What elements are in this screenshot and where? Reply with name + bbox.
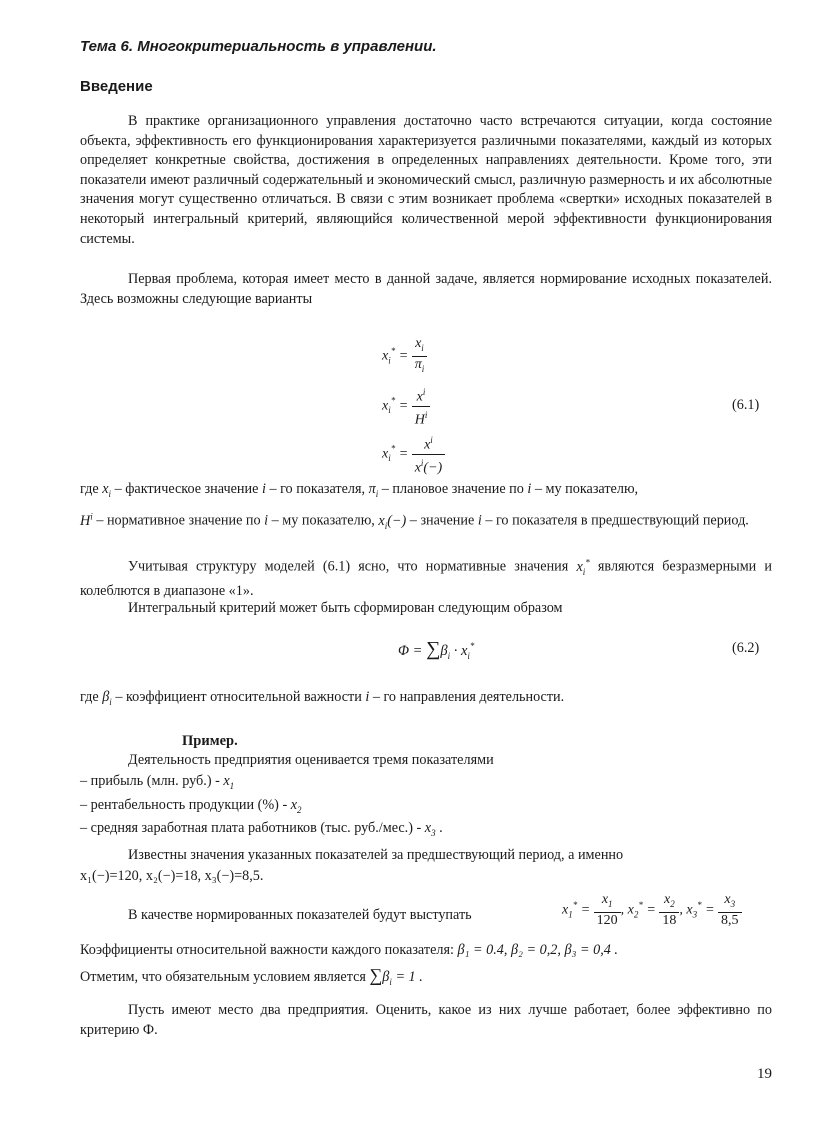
indicator-label: – рентабельность продукции (%) - — [80, 797, 291, 813]
section-heading: Введение — [80, 78, 153, 95]
legend-text: – го показателя в предшествующий период. — [481, 512, 749, 529]
legend-text: где — [80, 689, 103, 705]
coef-label: Коэффициенты относительной важности каждого показателя: — [80, 942, 454, 958]
legend-text: – фактическое значение — [111, 481, 262, 497]
integral-criterion-line: Интегральный критерий может быть сформирован следующим образом — [128, 600, 563, 616]
legend-text: – му показателю, — [531, 481, 639, 497]
indicator-label: – средняя заработная плата работников (тыс. руб./мес.) - — [80, 820, 425, 836]
condition-line: Отметим, что обязательным условием является $\sum\beta_i = 1$ . — [80, 965, 423, 987]
paragraph-text: Учитывая структуру моделей (6.1) ясно, что нормативные значения — [128, 558, 577, 575]
indicator-label: – прибыль (млн. руб.) - — [80, 773, 224, 789]
normalized-text: В качестве нормированных показателей будут выступать — [128, 907, 472, 923]
known-values: x₁(−)=120, x₂(−)=18, x₃(−)=8,5. — [80, 868, 264, 884]
intro-paragraph: В практике организационного управления достаточно часто встречаются ситуации, когда состояние объекта, эффективность его функционирования характеризуется различными показателями, каждый из которых определяет конкретные свойства, достижения в определенных направлениях деятельности. Кроме того, эти показатели имеют различный содержательный и экономический смысл, различную размерность и их абсолютные значения могут существенно отличаться. В связи с этим возникает проблема «свертки» исходных показателей в некоторый интегральный критерий, являющийся количественной мерой эффективности функционирования системы. — [80, 113, 772, 247]
paragraph-text: являются безразмерными и колеблются в диапазоне «1». — [80, 558, 772, 600]
coef-values: β₁ = 0.4, β₂ = 0,2, β₃ = 0,4 . — [457, 942, 618, 958]
known-values-paragraph: Известны значения указанных показателей за предшествующий период, а именно — [128, 847, 624, 863]
example-heading: Пример. — [182, 733, 238, 749]
formula-6-1b: $x_i^*$ = $\frac{x^i}{H^i}$ — [382, 384, 430, 428]
condition-label: Отметим, что обязательным условием является — [80, 969, 366, 985]
indicator-item-1: – прибыль (млн. $руб.) - x_1$ — [80, 773, 235, 791]
indicator-item-2: – рентабельность продукции (%) - $x_2$ — [80, 797, 302, 815]
normalization-paragraph: Первая проблема, которая имеет место в данной задаче, является нормирование исходных показателей. Здесь возможны следующие варианты — [80, 271, 772, 307]
legend-text: – значение — [406, 512, 478, 529]
legend-text: – го направления деятельности. — [369, 689, 565, 705]
beta-legend: где $\beta_i$ – коэффициент относительной важности i – го направления деятельности. — [80, 689, 565, 707]
indicator-item-3: – средняя заработная плата работников (тыс. $руб./мес.) - x_3$ . — [80, 820, 443, 838]
legend-line-2: $H^i$ – нормативное значение по i – му показателю, $x_i(-)$ – значение i – го показателя в предшествующий период. — [80, 511, 749, 531]
normalized-formulas: $x_1^*$ = $\frac{x_1}{120}$ , $x_2^*$ = $\frac{x_2}{18}$ , $x_3^*$ = $\frac{x_3}{8,5}$ — [562, 892, 742, 929]
legend-text: – плановое значение по — [378, 481, 528, 497]
legend-text: – коэффициент относительной важности — [111, 689, 366, 705]
final-task-paragraph: Пусть имеют место два предприятия. Оценить, какое из них лучше работает, более эффективно по критерию Ф. — [80, 1002, 772, 1038]
legend-text: – го показателя, — [265, 481, 369, 497]
equation-number-6-2: (6.2) — [732, 640, 760, 656]
dimensionless-paragraph: Учитывая структуру моделей (6.1) ясно, что нормативные значения $x_i^*$ являются безразмерными и колеблются в диапазоне «1». — [80, 557, 772, 600]
coefficients-line — [80, 941, 618, 961]
formula-6-1a: $x_i^*$ = $\frac{x_i}{\pi_i}$ — [382, 336, 427, 377]
formula-6-1c: $x_i^*$ = $\frac{x^i}{x^i(-)}$ — [382, 432, 445, 476]
page-number: 19 — [757, 1066, 772, 1082]
legend-where: где — [80, 481, 99, 497]
equation-number-6-1: (6.1) — [732, 397, 760, 413]
legend-text: – му показателю, — [268, 512, 379, 529]
topic-title: Тема 6. Многокритериальность в управлении. — [80, 38, 437, 55]
example-intro: Деятельность предприятия оценивается тремя показателями — [128, 752, 494, 768]
legend-text: – нормативное значение по — [92, 512, 265, 529]
legend-line-1: где $x_i$ – фактическое значение i – го показателя, $\pi_i$ – плановое значение по i – му показателю, — [80, 481, 639, 499]
formula-6-2: $\Phi = \sum\beta_i \cdot x_i^*$ — [398, 638, 475, 661]
